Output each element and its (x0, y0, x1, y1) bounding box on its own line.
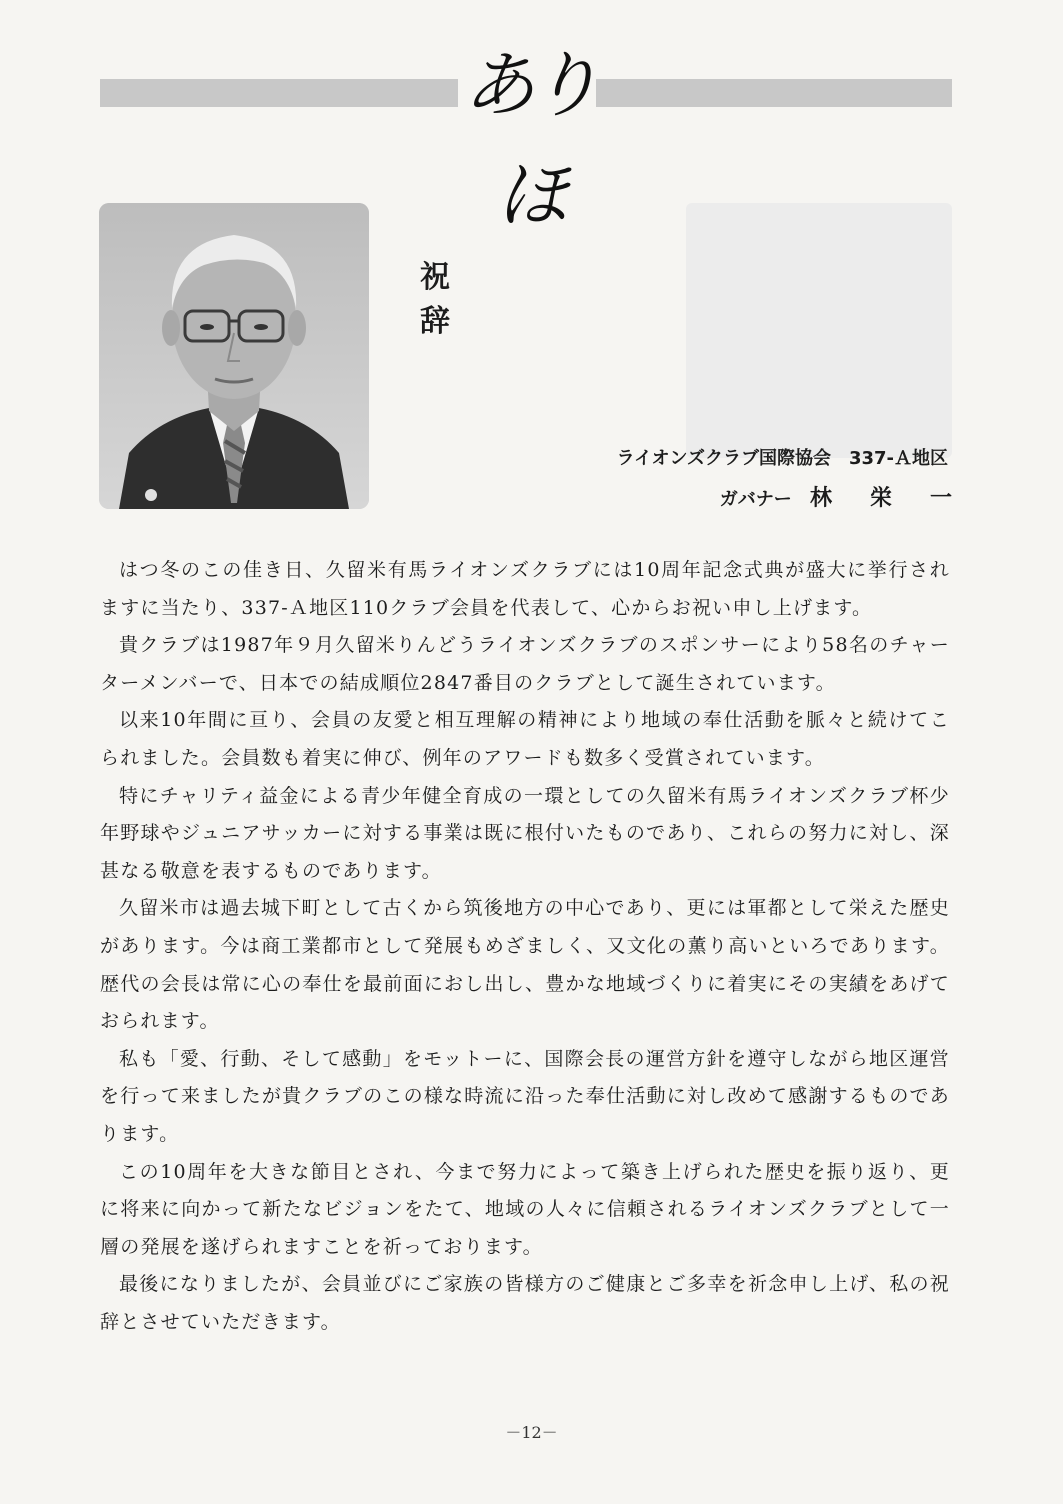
portrait-illustration (99, 203, 369, 509)
governor-line (719, 484, 990, 514)
page-number: －12－ (505, 1423, 558, 1442)
header-band-left (100, 79, 458, 107)
paragraph: 以来10年間に亘り、会員の友愛と相互理解の精神により地域の奉仕活動を脈々と続けてこられました。会員数も着実に伸び、例年のアワードも数多く受賞されています。 (100, 709, 950, 769)
header-band-right (596, 79, 952, 107)
portrait-photo (99, 203, 369, 509)
paragraph: 貴クラブは1987年９月久留米りんどうライオンズクラブのスポンサーにより58名のチャーターメンバーで、日本での結成順位2847番目のクラブとして誕生されています。 (100, 634, 950, 694)
governor-name: 林栄一 (809, 486, 990, 511)
organization-line: ライオンズクラブ国際協会 337-Ａ地区 (616, 448, 948, 469)
paragraph: 私も「愛、行動、そして感動」をモットーに、国際会長の運営方針を遵守しながら地区運営を行って来ましたが貴クラブのこの様な時流に沿った奉仕活動に対し改めて感謝するものであります。 (100, 1047, 950, 1145)
show-through-shadow (686, 203, 952, 458)
speech-title: 祝 辞 (420, 260, 568, 339)
paragraph: この10周年を大きな節目とされ、今まで努力によって築き上げられた歴史を振り返り、更に将来に向かって新たなビジョンをたて、地域の人々に信頼されるライオンズクラブとして一層の発展を遂げられますことを祈っております。 (100, 1160, 950, 1258)
role-label: ガバナー (719, 489, 792, 510)
speech-body (100, 552, 950, 1341)
header-title: ありほ (462, 43, 595, 237)
paragraph: はつ冬のこの佳き日、久留米有馬ライオンズクラブには10周年記念式典が盛大に挙行されますに当たり、337-Ａ地区110クラブ会員を代表して、心からお祝い申し上げます。 (100, 559, 950, 619)
paragraph: 最後になりましたが、会員並びにご家族の皆様方のご健康とご多幸を祈念申し上げ、私の祝辞とさせていただきます。 (100, 1273, 950, 1333)
paragraph: 久留米市は過去城下町として古くから筑後地方の中心であり、更には軍都として栄えた歴史があります。今は商工業都市として発展もめざましく、又文化の薫り高いといろであります。歴代の会長は常に心の奉仕を最前面におし出し、豊かな地域づくりに着実にその実績をあげておられます。 (100, 897, 950, 1033)
paragraph: 特にチャリティ益金による青少年健全育成の一環としての久留米有馬ライオンズクラブ杯少年野球やジュニアサッカーに対する事業は既に根付いたものであり、これらの努力に対し、深甚なる敬意を表するものであります。 (100, 784, 950, 882)
